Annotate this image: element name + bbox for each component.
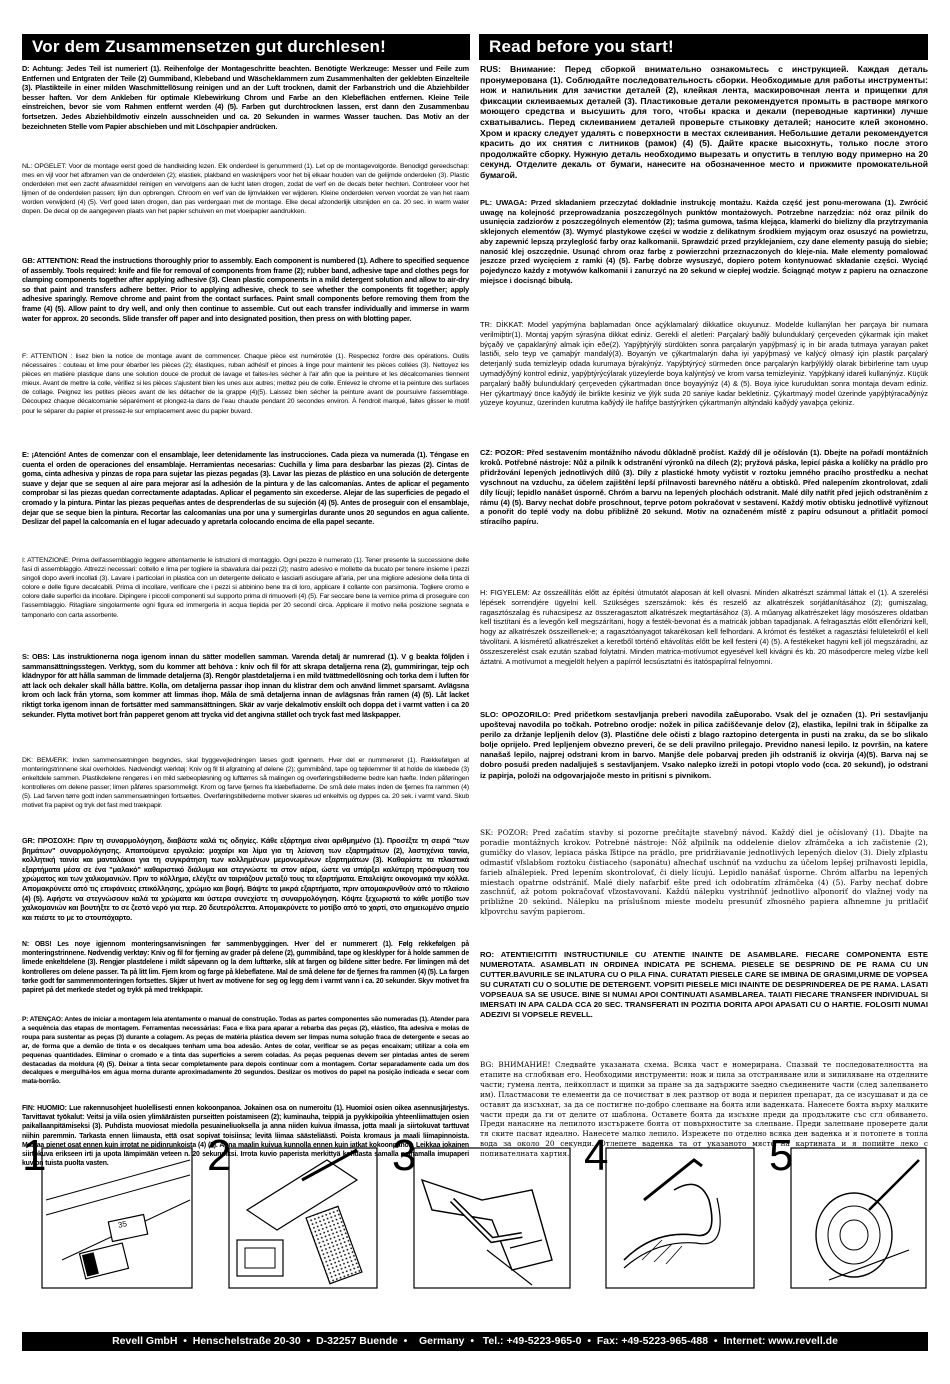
step-5-illustration: [769, 1131, 928, 1295]
section-ro: RO: ATENTIE!CITITI INSTRUCTIUNILE CU ATENTIE INAINTE DE ASAMBLARE. FIECARE COMPONENTA ESTE NUMEROTATA. ASAMBLATI IN ORDINEA INDICATA PE SCHEMA. PIESELE SE DESPRIND DE PE RAMA CU UN CUTTER.BAVURILE SE INLATURA CU O PILA FINA. CURATATI PIESELE CARE SE IMBINA DE GRASIMI,URME DE VOPSEA SU CURATATI CU O SOLUTIE DE DETERGENT. VOPSITI PIESELE MICI INAINTE DE DESPRINDEREA DE PE RAMA. LASATI VOPSEAUA SA SE USUCE. BINE SI NUMAI APOI CONTINUATI ASAMBLAREA. TAIATI FIECARE TRANSFER INDIVIDUAL SI IMERSATI IN APA CALDA CCA 20 SEC. TRANSFERATI IN POZITIA DORITA APOI APASATI CU O HARTIE. FOLOSITI NUMAI ADEZIVI SI VOPSELE REVELL.: [480, 950, 928, 1019]
section-p: P: ATENÇÃO: Antes de iniciar a montagem leia atentamente o manual de construção. Todas as partes componentes são numeradas (1). Atender para a sequência das etapas de montagem. Ferramentas necessárias: Faca e lixa para aparar a rebarba das peças (2), elástico, fita adesiva e molas de roupa para sustentar as peças (3) durante a colagem. As peças de matéria plástica devem ser limpas numa solução fraca de detergente e secas ao ar, de forma que a demão de tinta e os decalques tenham uma boa adesão. Antes de colar, verificar se as peças encaixam; utilizar a cola em pequenas quantidades. Eliminar o cromado e a tinta das superfícies a serem coladas. As peças pequenas devem ser pintadas antes de serem destacadas da moldura (4) (5). Deixar a tinta secar completamente para depois continuar com a montagem. Cortar separadamente cada um dos decalques e mergulhá-los em água morna durante aproximadamente 20 segundos. Deslizar os motivos do papel na posição indicada e secar com mata-borrão.: [22, 1016, 469, 1086]
part-number-label: 35: [117, 1219, 128, 1230]
section-de: D: Achtung: Jedes Teil ist numeriert (1). Reihenfolge der Montageschritte beachten. Benötigte Werkzeuge: Messer und Feile zum Entfernen und Entgraten der Teile (2) Gummiband, Klebeband und Wäscheklammern zum Zusammenhalten der geklebten Einzelteile (3). Plastikteile in einer milden Waschmittellösung reinigen und an der Luft trocknen, damit der Farbanstrich und die Abziehbilder besser haften. Vor dem Ankleben für optimale Klebewirkung Chrom und Farbe an den Klebeflächen entfernen. Kleine Teile einstreichen, bevor sie vom Rahmen entfernt werden (4) (5). Farben gut durchtrocknen lassen, erst dann den Zusammenbau fortsetzen. Jedes Abziehbildmotiv einzeln ausschneiden und ca. 20 Sekunden in warmes Wasser tauchen. Das Motiv an der bezeichneten Stelle vom Papier abschieben und mit Löschpapier andrücken.: [22, 64, 469, 131]
section-nl: NL: OPGELET: Voor de montage eerst goed de handleiding lezen. Elk onderdeel is genummerd (1). Let op de montagevolgorde. Benodigd gereedschap: mes en vijl voor het afbramen van de onderdelen (2); elastiek, plakband en wasknijpers voor het bij elkaar houden van de gelijmde onderdelen (3). Plastic onderdelen met een zacht afwasmiddel reinigen en vervolgens aan de lucht laten drogen, zodat de verf en de decals beter hechten. Controleer voor het lijmen of de onderdelen passen; lijm dun opbrengen. Chroom en verf van de lijmvlakken ver wijderen. Kleine onderdelen verven voordat ze van het raam worden verwijderd (4) (5). Verf goed laten drogen, dan pas verdergaan met de montage. Elke decal afzonderlijk uitsnijden en ca. 20 sec. in warm water dopen. De decal op de aangegeven plaats van het papier schuiven en met vloeipapier aandrukken.: [22, 163, 469, 216]
section-n: N: OBS! Les noye igjennom monteringsanvisningen før sammenbyggingen. Hver del er nummerert (1). Følg rekkefølgen på monteringstrinnene. Nødvendig verktøy: Kniv og fil for fjerning av grader på delene (2), gummibånd, tape og klesklyper for å holde sammen de limede enkeltdelene (3). Rengjør plastdelene i mildt såpevann og la dem lufttørke, slik at fargen og bildene sitter bedre. Før limingen må det kontrolleres om delene passer. Ta på litt lim. Fjern krom og farge på klebeflatene. Mal de små delene før de fjernes fra rammen (4) (5). La fargen tørke godt før sammenmonteringen fortsettes. Skjær ut hvert av motivene for seg og legg dem i varmt vann i ca. 20 sekunder. Skyv motivet fra papiret på det merkede stedet og trykk på med trekkpapir.: [22, 941, 469, 995]
section-i: I: ATTENZIONE: Prima dell'assemblaggio leggere attentamente le istruzioni di montaggio. Ogni pezzo è numerato (1). Tener presente la successione delle fasi di assemblaggio. Attrezzi necessari: coltello e lima per togliere la sbavatura dai pezzi (2); nastro adesivo e mollette da bucato per tenere insieme i pezzi singoli dopo averli incollati (3). Lavare i particolari in plastica con un detergente delicato e lasciarli asciugare all'aria, per una migliore adesione della tinta di colore e delle figure decalcabili. Prima di incollare, verificare che i pezzi si abbinino bene tra di loro, applicare il collante con parsimonia. Togliere cromo e colore dalle superfici da incollare. Dipingere i piccoli componenti sul supporto prima di rimuoverli (4) (5). Far seccare bene la vernice prima di proseguire con l'assemblaggio. Ritagliare singolarmente ogni figura ed immergerla in acqua tiepida per 20 secondi circa. Applicare il motivo nella posizione segnata e tamponarlo con carta assorbente.: [22, 557, 469, 619]
banner-left-title: Vor dem Zusammensetzen gut durchlesen!: [22, 34, 470, 60]
step-2-number: 2: [207, 1131, 232, 1180]
section-slo: SLO: OPOZORILO: Pred pričetkom sestavljanja preberi navodila zaÈuporabo. Vsak del je označen (1). Pri sestavljanju upoštevaj navodila po točkah. Potrebno orodje: nožek in pilica začiščevanje delov (2), elastika, lepilni trak in ščipalke za perilo za držanje lepljenih delov (3). Plastične dele očisti z blago raztopino detergenta in pusti na zraku, da se bo slikalo bolje oprijelo. Pred lepljenjem obvezno preveri, če se deli pravilno prilegajo. Previdno nanesi lepilo. Iz površin, na katere nanašaš lepilo, najprej odstrani krom in barvo. Manjše dele pobarvaj preden jih odstraniš iz okvirja (4)(5). Barva naj se dobro posuši preden nadaljuješ s sestavljanjem. Vsako nalepko izreži in potopi vtoplo vodo (cca. 20 sekund), jo odstrani iz papirja, položi na odgovarjajoče mesto in pritisni s pivnikom.: [480, 710, 928, 780]
section-gr: GR: ΠΡΟΣΟΧΗ: Πριν τη συναρμολόγηση, διαβάστε καλά τις οδηγίες. Κάθε εξάρτημα είναι αριθμημένο (1). Προσέξτε τη σειρά "των βημάτων" συναρμολόγησης. Απαιτούμενα εργαλεία: μαχαίρι και λίμα για τη λείανση των εξαρτημάτων (2), λαστιχένια ταινία, κολλητική ταινία και μανταλάκια για τη συγκράτηση των κολλημένων μεμονωμένων εξαρτημάτων (3). Καθαρίστε τα πλαστικά εξαρτήματα μέσα σε ένα "μαλακό" καθαριστικό διάλυμα και στεγνώστε τα στον αέρα, ώστε να υπάρξει καλύτερη πρόσφυση του χρώματος και των χαλκομανιών. Πριν το κόλλημα, ελέγξτε αν ταιριάζουν μεταξύ τους τα εξαρτήματα. Επαλείψτε οικονομικά την κόλλα. Απομακρύνετε από τις επιφάνειες επικόλλησης, χρώμιο και βαφή. Βάψτε τα μικρά εξαρτήματα, πριν απομακρυνθούν από το πλαίσιο (4) (5). Αφήστε να στεγνώσουν καλά τα χρώματα και ύστερα συνεχίστε τη συναρμολόγηση. Κόψτε ξεχωριστά το κάθε μοτίβο των χαλκομανιών και βουτήξτε το σε ζεστό νερό για περ. 20 δευτερόλεπτα. Απομακρύνετε το μοτίβο από το χαρτί, στο σημειωμένο σημείο και πιέστε το με το στουπόχαρτο.: [22, 836, 469, 922]
step-3-number: 3: [392, 1131, 417, 1180]
step-1-illustration: [22, 1131, 194, 1295]
step-4-drawing: [584, 1140, 756, 1295]
step-2-illustration: [207, 1131, 379, 1295]
section-gb: GB: ATTENTION: Read the instructions thoroughly prior to assembly. Each component is numbered (1). Adhere to specified sequence of assembly. Tools required: knife and file for removal of components from frame (2); rubber band, adhesive tape and clothes pegs for clamping components together after applying adhesive (3). Clean plastic components in a mild detergent solution and allow to air-dry so that paint and transfers adhere better. Prior to applying adhesive, check to see whether the components fit together; apply adhesive sparingly. Remove chrome and paint from the contact surfaces. Paint small components before removing them from the frame (4) (5). Allow paint to dry well, and only then continue to assemble. Cut out each transfer individually and immerse in warm water for approx. 20 seconds. Slide transfer off paper and into designated position, then press on with blotting paper.: [22, 256, 469, 323]
section-sk: SK: POZOR: Pred začatím stavby si pozorne prečítajte stavebný návod. Každý diel je očíslovaný (1). Dbajte na poradie montážnych krokov. Potrebné nástroje: Nôž aľpilník na oddelenie dielov zľrámčeka a ich začistenie (2), gumičky do vlasov, lepiaca páska ľštipce na prádlo, pre pridržiavanie jednotlivých lepených dielov (3). Diely zľplastu odmastiť vľslabšom roztoku čistiaceho (saponátu) aľnechať uschnúť na vzduchu za účelom lepšej priľnavosti lepidla, farieb aľnálepiek. Pred lepením skontrolovať, či diely lícujú. Lepidlo nanášať úsporne. Chróm aľfarbu na lepených miestach opatrne odstrániť. Malé diely nafarbiť ešte pred ich odobratím zľrámčeka (4) (5). Farby nechať dobre zaschnúť, až potom pokračovať vľzostavovaní. Každú nálepku vystrihnúť jednotlivo aľponoriť do vlažnej vody na približne 20 sekúnd. Nálepku na príslušnom mieste modelu presunúť zľnosného papiera aľhnemne ju pritlačiť kľpovrchu savým papierom.: [480, 828, 928, 917]
step-3-drawing: [392, 1140, 572, 1295]
section-s: S: OBS: Läs instruktionerna noga igenom innan du sätter modellen samman. Varenda detalj är numrerad (1). V g beakta följden i sammansättningsstegen. Verktyg, som du kommer att behöva : kniv och fil för att skrapa detaljerna rena (2), gummiringar, tejp och klädnypor för att hålla samman de limmade detaljerna (3). Rengör plastdetaljerna i en mild tvättmedellösning och torka dem i luften för att lack och dekaler skall hålla bättre. Kolla, om detaljerna passar ihop innan du klistrar dem och använd limmet sparsamt. Avlägsna krom och lack från ytorna, som kommer att limmas ihop. Måla de små detaljerna innan de avlägsnas från ramen (4) (5). Låt lacket riktigt torka igenom innan de fortsätter med sammansättningen. Skär av varje dekalmotiv enskilt och doppa det i varmt vatten i ca 20 sekunder. Flytta motivet bort från papperet genom att trycka vid det angivna stället och tryck fast med läskpapper.: [22, 652, 469, 719]
step-3-illustration: [392, 1131, 572, 1295]
step-4-number: 4: [584, 1131, 609, 1180]
step-2-drawing: [207, 1140, 379, 1295]
section-e: E: ¡Atención! Antes de comenzar con el ensamblaje, leer detenidamente las instrucciones. Cada pieza va numerada (1). Téngase en cuenta el orden de operaciones del ensamblaje. Herramientas necesarias: Cuchilla y lima para desbarbar las piezas (2). Cintas de goma, cinta adhesiva y pinzas de ropa para sujetar las piezas pegadas (3). Lavar las piezas de plástico en una solución de detergente suave y dejar que se sequen al aire para mejorar así la adhesión de la pintura y de las calcomanías. Antes de aplicar el pegamento comprobar si las piezas quedan correctamente adaptadas. Aplicar el pegamento sin excederse. Alejar de las superficies de pegado el cromado y la pintura. Pintar las piezas pequeñas antes de desprenderlas de su sujeción (4) (5). Antes de proseguir con el ensamblaje, dejar que se seque bien la pintura. Recortar las calcomanías una por una y sumergirlas durante unos 20 segundos en agua caliente. Deslizar del papel la calcomanía en el lugar adecuado y apretarla colocando encima de ella papel secante.: [22, 450, 469, 527]
section-cz: CZ: POZOR: Před sestavením montážního návodu důkladně pročíst. Každý díl je očíslován (1). Dbejte na pořadí montážních kroků. Potřebné nástroje: Nůž a pilník k odstranění výronků na dílech (2); pryžová páska, lepicí páska a kolíčky na prádlo pro přidržování lepených jednotlivých dílů (3). Díly z plastické hmoty vyčistit v roztoku jemného pracího prostředku a nechat vyschnout na vzduchu, za účelem zajištění lepší přilnavosti barevného nátěru a obtisků. Před nalepením zkontrolovat, zdali díly lícují; lepidlo nanášet úsporně. Chróm a barvu na lepených plochách odstranit. Malé díly natřít před jejich odstraněním z rámu (4) (5). Barvy nechat dobře proschnout, teprve potom pokračovat v sestavení. Každý motiv obtisku jednotlivě vyříznout a ponořit do teplé vody na dobu přibližně 20 sekund. Motiv na označeném místě z papíru odsunout a přitlačit pomocí stíracího papíru.: [480, 448, 928, 527]
section-pl: PL: UWAGA: Przed składaniem przeczytać dokładnie instrukcję montażu. Każda część jest ponu-merowana (1). Zwrócić uwagę na kolejność przeprowadzania poszczególnych punktów montażowych. Potrzebne narzędzia: nóż oraz pilnik do usunięcia zadziorów z poszczególnych elementów (2); taśma gumowa, taśma klejąca, klamerki do bielizny dla przytrzymania sklejonych elementów (3). Wymyć plastykowe części w wodzie z delikatnym środkiem myjącym oraz osuszyć na powietrzu, aby zapewnić lepszą przyleglość farby oraz kalkomanii. Sprawdzić przed przyklejaniem, czy dane elementy pasują do siebie; nanosić klej oszczędnie. Usunąć chrom oraz farbę z powierzchni przeznaczonych do kleje-nia. Małe elementy pomalować jeszcze przed wycięciem z ramki (4) (5). Farbę dobrze wysuszyć, dopiero potem kontynuować składanie części. Wyciąć pojedynczo każdy z motywów kalkomanii i zanurzyć na 20 sekund w ciepłej wodzie. Ściągnąć motyw z papieru na oznaczone miejsce i docisnąć bibułą.: [480, 198, 928, 285]
step-1-number: 1: [22, 1131, 47, 1180]
section-h: H: FIGYELEM: Az összeállítás előtt az építési útmutatót alaposan át kell olvasni. Minden alkatrészt számmal láttak el (1). A szerelési lépések sorrendjére ügyelni kell. Szükséges szerszámok: kés és reszelő az alkatrészek sorjátlanításához (2); gumiszalag, ragasztószalag és ruhacsipesz az összeragasztott alkatrészek megtartásához (3). A műanyag alkatrészeket lágy mosószeres oldatban kell tisztítani és a levegőn kell megszárítani, hogy a festék-bevonat és a matricák jobban tapadjanak. A felragasztás előtt ellenőrizni kell, hogy az alkatrészek összeillenek-e; a ragasztóanyagot takarékosan kell felhordani. A krómot és festéket a ragasztási felületekről el kell távolítani. A kisméretű alkatrészeket a keretből történő eltávolítás előtt be kell festeni (4) (5). A festékeket hagyni kell jól megszáradni, az összeszerelést csak ezután szabad folytatni. Minden matrica-motívumot egyesével kell kivágni és kb. 20 másodpercre meleg vízbe kell áztatni. A motívumot a megjelölt helyen a papírról lecsúsztatni és itatóspapírral felnyomni.: [480, 588, 928, 666]
step-4-illustration: [584, 1131, 756, 1295]
section-dk: DK: BEMÆRK: Inden sammensætningen begyndes, skal byggevejledningen læses godt igennem. Hver del er nummereret (1). Rækkefølgen af monteringstrinnene skal overholdes. Nødvendigt værktøj: Kniv og fil til afgratning af delene (2); gummibånd, tape og tøjklemmer til at holde de klæbede (3) enkeltdele sammen. Plastikdelene rengøres i en mild sæbeopløsning og lufttørres så malingen og overføringsbillederne bedre kan hæfte. Inden påføringen kontrolleres om delene passer; limen påføres sparsommeligt. Krom og farve fjernes fra klæbefladerne. De små dele males inden de fjernes fra rammen (4) (5). Lad farven tørre godt inden sammensætningen fortsættes. Overføringsbillederne motiver skæres ud enkeltvis og dyppes ca. 20 sek. i varmt vand. Skub motivet fra papiret og tryk det fast med trækpapir.: [22, 757, 469, 810]
banner-right-title: Read before you start!: [479, 34, 928, 60]
section-bg: BG: ВНИМАНИЕ! Следвайте указаната схема. Всяка част е номерирана. Спазвай те последователността на етапите на сглобяван его. Необходими инструменти: нож и пила за отстраняване или и зипиляване на отделните части; гумена лента, лейкопласт и щипки за пране за да задържите заедно съединените части (след залепването им). Пластмасови те елементи да се почистват в лек разтвор от вода и перилен препарат, да се изсушават и да се оставят да изсъхнат, за да се постигне по-добро слепване на боята или ваденката. Нанесете боята върху малките части преди да ги от делите от шаблона. Оставете боята да изсъхне преди да продължите със сгл обяването. Преди нанасяне на лепилото изстържете боята от повърхностите за слепване. Преди залепване проверете дали тя ските пасват идеално. Нанесете малко лепило. Изрежете по отделно всяка ден ваденка и я потопете в топла вода за около 20 секунди. Отлепете ваденка та от указаното място на картината и я попийте леко с попивателната хартия.: [480, 1060, 928, 1159]
step-5-number: 5: [769, 1131, 794, 1180]
section-fin: FIN: HUOMIO: Lue rakennusohjeet huolellisesti ennen kokoonpanoa. Jokainen osa on numeroitu (1). Huomioi osien oikea asennusjärjestys. Tarvittavat työkalut: Veitsi ja viila osien ylimääräisten purseitten poistamiseen (2); kuminauha, teippiä ja pyykkipoikia yhteenliimattujen osien paikallaanpitämiseksi (3). Puhdista muoviosat miedolla pesuaineliuoksella ja anna niiden kuivua ilmassa, jotta maali ja siirtokuvat tarttuvat niihin paremmin. Tarkasta ennen liimausta, että osat sopivat toisiinsa; levitä liimaa säästeliäästi. Poista kromaus ja maali liimapinnoista. Maalaa pienet osat ennen kuin irrotat ne pidinrunkoista (4) (5). Anna maalin kuivua kunnolla ennen kuin jatkat kokoonpanoa. Leikkaa jokainen siirtokuva erikseen irti ja upota lämpimään veteen n. 20 sekunniksi. Irrota kuvio paperista merkittyä kohdasta samalla painamalla imupaperi kuvion tuista puolta vasten.: [22, 1105, 469, 1168]
section-tr: TR: DİKKAT: Model yapýmýna baþlamadan önce açýklamalarý dikkatlice okuyunuz. Modelde kullanýlan her parçaya bir numara verilmiþtir(1). Montaj yapým sýrasýna dikkat ediniz. Gerekli el aletleri: Parçalarý baðlý bulunduklarý çerçeveden çýkarmak için maket býçaðý ve çapaklarýný almak için eðe(2). Yapýþtýrýlý sürdükten sonra parçalarýn yapýþmasý iç in bir arada tutmaya yarayan paket lastiði, selo teyp ve çamaþýr mandalý(3). Boyanýn ve çýkartmalarýn daha iyi yapýþmasý ve kalýcý olmasý için plastik parçalarý deterjanlý suda temizleyip odada kurumaya býrakýnýz. Yapýþtýrýcý sürmeden önce parçalarýn karþýlýklý olarak birbirlerine tam uyup uymadýðýný kontrol ediniz, yapýþtýrýcýlarak yüzeylerde boya kalýntýsý ve krom varsa temizleyiniz. Yapýþkaný idareli kullanýnýz. Küçük parçalarý baðlý bulunduklarý çerçeveden çýkartmadan önce boyayýnýz (4) & (5). Boya iyice kuruduktan sonra montaja devam ediniz. Her çýkartmayý önce kaðýdý ile birlikte kesiniz ve ýlýk suda 20 saniye kadar bekletiniz. Çýkartmayý model üzerinde yapýþtýracaðýnýz yüzeye koyunuz, üzerinden kurutma kaðýdý ile hafifçe bastýrýrken çýkartmanýn altýndaki kaðýdý yavaþça çekiniz.: [480, 320, 928, 408]
step-1-drawing: [22, 1140, 194, 1295]
section-f: F: ATTENTION : lisez bien la notice de montage avant de commencer. Chaque pièce est numérotée (1). Respectez l'ordre des opérations. Outils nécessaires : couteau et lime pour ébarber les pièces (2); élastiques, ruban adhésif et pinces à linge pour maintenir les pièces collées (3). Nettoyez les pièces en matière plastique dans une solution douce de produit de lavage et faites-les sécher à l'air afin que la peinture et les décalcomanies tiennent mieux. Avant de mettre la colle, vérifiez si les pièces s'ajustent bien les unes aux autres; mettez peu de colle. Enlevez le chrome et la peinture des surfaces de collage. Peignez les petites pièces avant de les détacher de la grappe (4)(5). Laissez bien sécher la peinture avant de poursuivre l'assemblage. Découpez chaque décalcomanie séparément et plongez-la dans de l'eau chaude pendant 20 secondes environ. À l'endroit marqué, faites glisser le motif pour le séparer du papier et pressez-le sur emplacement avec du papier buvard.: [22, 353, 469, 415]
footer-contact-bar: Revell GmbH • Henschelstraße 20-30 • D-32257 Buende • Germany • Tel.: +49-5223-965-0 • Fax: +49-5223-965-488 • Internet: www.revell.de: [22, 1332, 928, 1351]
section-rus: RUS: Внимание: Перед сборкой внимательно ознакомьтесь с инструкцией. Каждая деталь пронумерована (1). Соблюдайте последовательность сборки. Необходимые для работы инструменты: нож и напильник для зачистки деталей (2), клейкая лента, маскировочная лента и прищепки для фиксации склеиваемых деталей (3). Пластиковые детали рекомендуется промыть в растворе мягкого моющего средства и высушить для того, чтобы краска и декали (переводные картинки) лучше схватывались. Перед склеиванием деталей проверьте стыковку деталей; наносите клей экономно. Хром и краску следует удалять с поверхности в местах склеивания. Небольшие детали рекомендуется красить до их снятия с литников (рамок) (4) (5). Дайте краске высохнуть, только после этого продолжайте сборку. Нужную деталь необходимо вырезать и опустить в теплую воду примерно на 20 секунд. Отделите декаль от бумаги, нанесите на обозначенное место и прижмите промокательной бумагой.: [480, 64, 928, 180]
